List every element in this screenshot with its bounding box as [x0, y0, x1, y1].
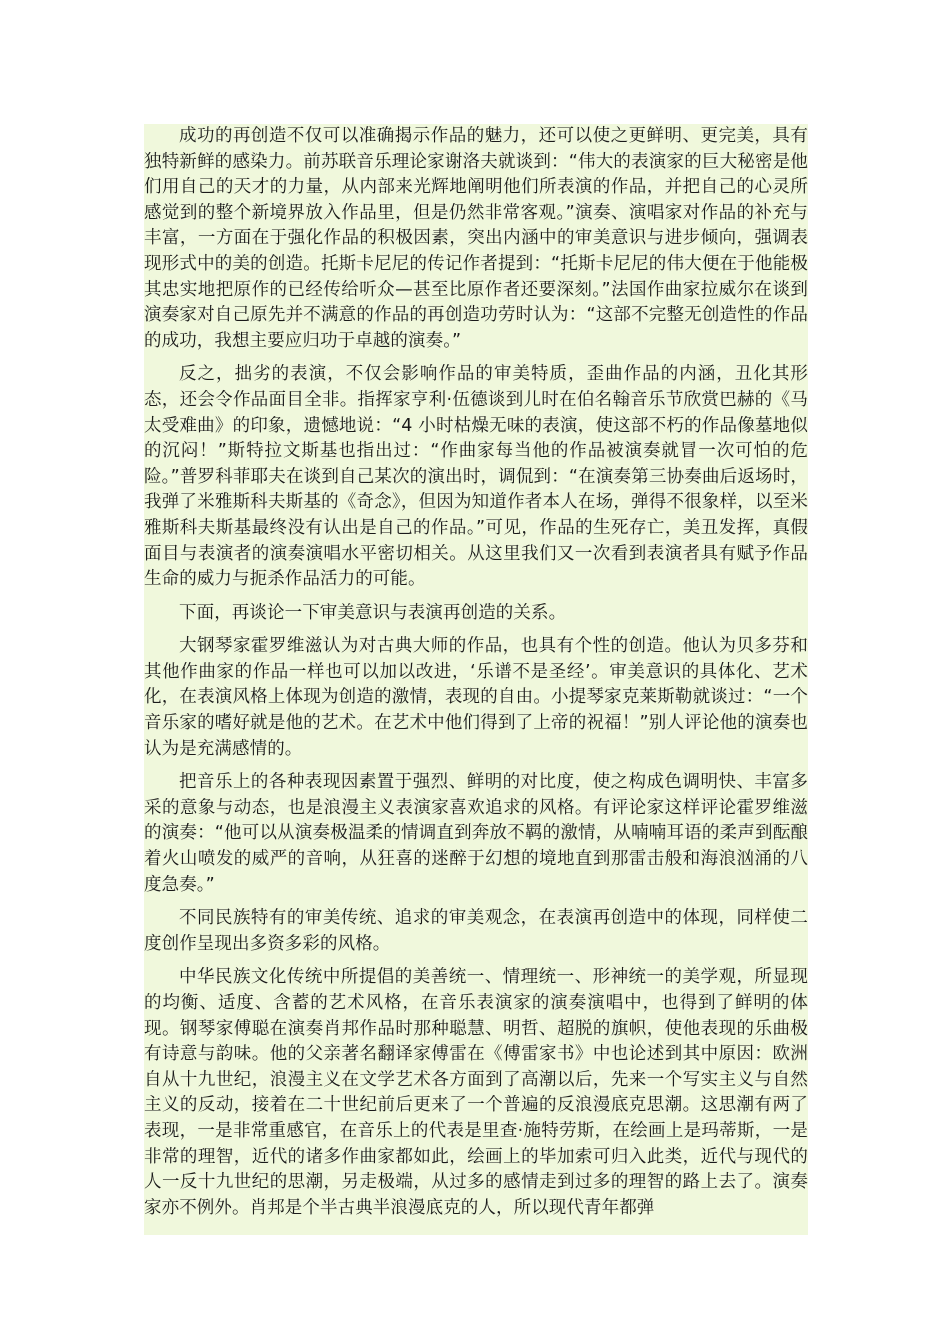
- highlighted-text-block: [144, 124, 808, 1235]
- paragraph: 成功的再创造不仅可以准确揭示作品的魅力，还可以使之更鲜明、更完美，具有独特新鲜的感染力。前苏联音乐理论家谢洛夫就谈到：“伟大的表演家的巨大秘密是他们用自己的天才的力量，从内部来光辉地阐明他们所表演的作品，并把自己的心灵所感觉到的整个新境界放入作品里，但是仍然非常客观。”演奏、演唱家对作品的补充与丰富，一方面在于强化作品的积极因素，突出内涵中的审美意识与进步倾向，强调表现形式中的美的创造。托斯卡尼尼的传记作者提到：“托斯卡尼尼的伟大便在于他能极其忠实地把原作的已经传给听众—甚至比原作者还要深刻。”法国作曲家拉威尔在谈到演奏家对自己原先并不满意的作品的再创造功劳时认为：“这部不完整无创造性的作品的成功，我想主要应归功于卓越的演奏。”: [144, 126, 808, 351]
- paragraph: 大钢琴家霍罗维滋认为对古典大师的作品，也具有个性的创造。他认为贝多芬和其他作曲家的作品一样也可以加以改进，‘乐谱不是圣经’。审美意识的具体化、艺术化，在表演风格上体现为创造的激情，表现的自由。小提琴家克莱斯勒就谈过：“一个音乐家的嗜好就是他的艺术。在艺术中他们得到了上帝的祝福！”别人评论他的演奏也认为是充满感情的。: [144, 636, 808, 759]
- paragraph: 中华民族文化传统中所提倡的美善统一、情理统一、形神统一的美学观，所显现的均衡、适度、含蓄的艺术风格，在音乐表演家的演奏演唱中，也得到了鲜明的体现。钢琴家傅聪在演奏肖邦作品时那种聪慧、明哲、超脱的旗帜，使他表现的乐曲极有诗意与韵味。他的父亲著名翻译家傅雷在《傅雷家书》中也论述到其中原因：欧洲自从十九世纪，浪漫主义在文学艺术各方面到了高潮以后，先来一个写实主义与自然主义的反动，接着在二十世纪前后更来了一个普遍的反浪漫底克思潮。这思潮有两了表现，一是非常重感官，在音乐上的代表是里查·施特劳斯，在绘画上是玛蒂斯，一是非常的理智，近代的诸多作曲家都如此，绘画上的毕加索可归入此类，近代与现代的人一反十九世纪的思潮，另走极端，从过多的感情走到过多的理智的路上去了。演奏家亦不例外。肖邦是个半古典半浪漫底克的人，所以现代青年都弹: [144, 967, 808, 1218]
- paragraph: 把音乐上的各种表现因素置于强烈、鲜明的对比度，使之构成色调明快、丰富多采的意象与动态，也是浪漫主义表演家喜欢追求的风格。有评论家这样评论霍罗维滋的演奏：“他可以从演奏极温柔的情调直到奔放不羁的激情，从喃喃耳语的柔声到酝酿着火山喷发的威严的音响，从狂喜的迷醉于幻想的境地直到那雷击般和海浪汹涌的八度急奏。”: [144, 772, 808, 895]
- paragraph: 下面，再谈论一下审美意识与表演再创造的关系。: [179, 602, 567, 623]
- paragraph: 不同民族特有的审美传统、追求的审美观念，在表演再创造中的体现，同样使二度创作呈现出多资多彩的风格。: [144, 908, 808, 954]
- paragraph: 反之，拙劣的表演，不仅会影响作品的审美特质，歪曲作品的内涵，丑化其形态，还会令作品面目全非。指挥家亨利·伍德谈到儿时在伯名翰音乐节欣赏巴赫的《马太受难曲》的印象，遗憾地说：“4 小时枯燥无味的表演，使这部不朽的作品像墓地似的沉闷！”斯特拉文斯基也指出过：“作曲家每当他的作品被演奏就冒一次可怕的危险。”普罗科菲耶夫在谈到自己某次的演出时，调侃到：“在演奏第三协奏曲后返场时，我弹了米雅斯科夫斯基的《奇念》，但因为知道作者本人在场，弹得不很象样，以至米雅斯科夫斯基最终没有认出是自己的作品。”可见，作品的生死存亡，美丑发挥，真假面目与表演者的演奏演唱水平密切相关。从这里我们又一次看到表演者具有赋予作品生命的威力与扼杀作品活力的可能。: [144, 364, 808, 590]
